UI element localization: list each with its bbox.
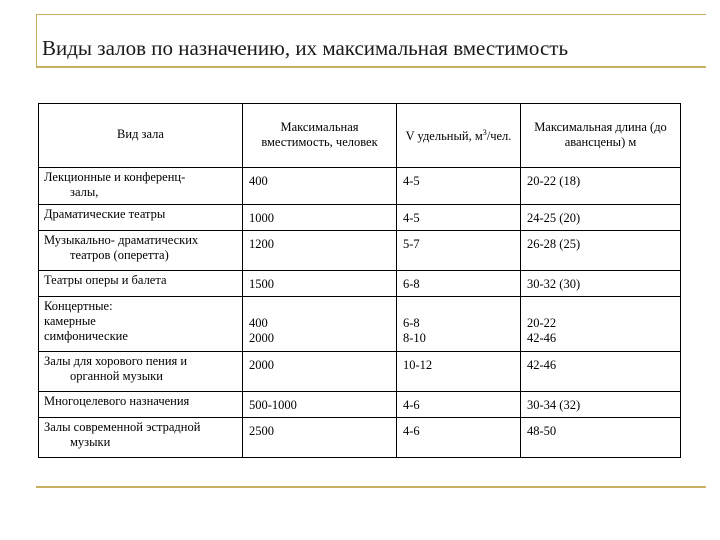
cell-name	[39, 418, 243, 458]
slide-title: Виды залов по назначению, их максимальная вместимость	[42, 36, 569, 60]
header-volume	[397, 104, 521, 168]
header-length: Максимальная длина (до авансцены) м	[521, 104, 681, 168]
table-row	[39, 205, 681, 231]
cell-length: 30-34 (32)	[521, 392, 681, 418]
cell-name: Театры оперы и балета	[39, 271, 243, 297]
bottom-rule	[36, 486, 706, 488]
name-line: Концертные:	[44, 299, 113, 313]
name-line: Залы современной эстрадной	[44, 420, 201, 434]
header-hall-type: Вид зала	[39, 104, 243, 168]
name-line: симфонические	[44, 329, 128, 343]
header-capacity: Максимальная вместимость, человек	[243, 104, 397, 168]
table-row	[39, 352, 681, 392]
cell-length: 24-25 (20)	[521, 205, 681, 231]
title-rule	[36, 66, 706, 68]
name-line: органной музыки	[70, 369, 163, 383]
cell-volume: 6-8	[397, 271, 521, 297]
value-line: 8-10	[403, 331, 426, 345]
left-rule	[36, 14, 37, 66]
table-row	[39, 231, 681, 271]
cell-name: Драматические театры	[39, 205, 243, 231]
name-line: Музыкально- драматических	[44, 233, 199, 247]
name-line: Лекционные и конференц-	[44, 170, 186, 184]
name-line: Залы для хорового пения и	[44, 354, 188, 368]
table-row	[39, 418, 681, 458]
cell-capacity	[243, 297, 397, 352]
cell-volume: 5-7	[397, 231, 521, 271]
name-line: залы,	[70, 185, 99, 199]
cell-capacity: 400	[243, 168, 397, 205]
cell-capacity: 1500	[243, 271, 397, 297]
cell-capacity: 1200	[243, 231, 397, 271]
name-line: музыки	[70, 435, 111, 449]
cell-name: Многоцелевого назначения	[39, 392, 243, 418]
cell-capacity: 1000	[243, 205, 397, 231]
halls-table	[38, 103, 681, 458]
cell-capacity: 2500	[243, 418, 397, 458]
table-row	[39, 271, 681, 297]
top-rule	[36, 14, 706, 15]
cell-length: 20-22 (18)	[521, 168, 681, 205]
name-line: театров (оперетта)	[70, 248, 169, 262]
cell-volume: 4-5	[397, 168, 521, 205]
value-line: 20-22	[527, 316, 557, 330]
cell-length: 26-28 (25)	[521, 231, 681, 271]
value-line: 2000	[249, 331, 274, 345]
cell-capacity: 500-1000	[243, 392, 397, 418]
table-row	[39, 168, 681, 205]
cell-name	[39, 352, 243, 392]
cell-length: 42-46	[521, 352, 681, 392]
cell-volume	[397, 297, 521, 352]
header-volume-pre: V удельный, м	[405, 129, 483, 144]
value-line: 42-46	[527, 331, 557, 345]
value-line: 400	[249, 316, 268, 330]
cell-length: 48-50	[521, 418, 681, 458]
cell-name	[39, 168, 243, 205]
cell-volume: 10-12	[397, 352, 521, 392]
table-row	[39, 392, 681, 418]
header-volume-sup: 3	[482, 127, 487, 137]
table-row	[39, 297, 681, 352]
cell-volume: 4-6	[397, 418, 521, 458]
cell-volume: 4-6	[397, 392, 521, 418]
header-row	[39, 104, 681, 168]
value-line: 6-8	[403, 316, 420, 330]
cell-volume: 4-5	[397, 205, 521, 231]
cell-length	[521, 297, 681, 352]
cell-capacity: 2000	[243, 352, 397, 392]
header-volume-post: /чел.	[486, 129, 512, 144]
cell-name	[39, 297, 243, 352]
cell-length: 30-32 (30)	[521, 271, 681, 297]
name-line: камерные	[44, 314, 96, 328]
cell-name	[39, 231, 243, 271]
